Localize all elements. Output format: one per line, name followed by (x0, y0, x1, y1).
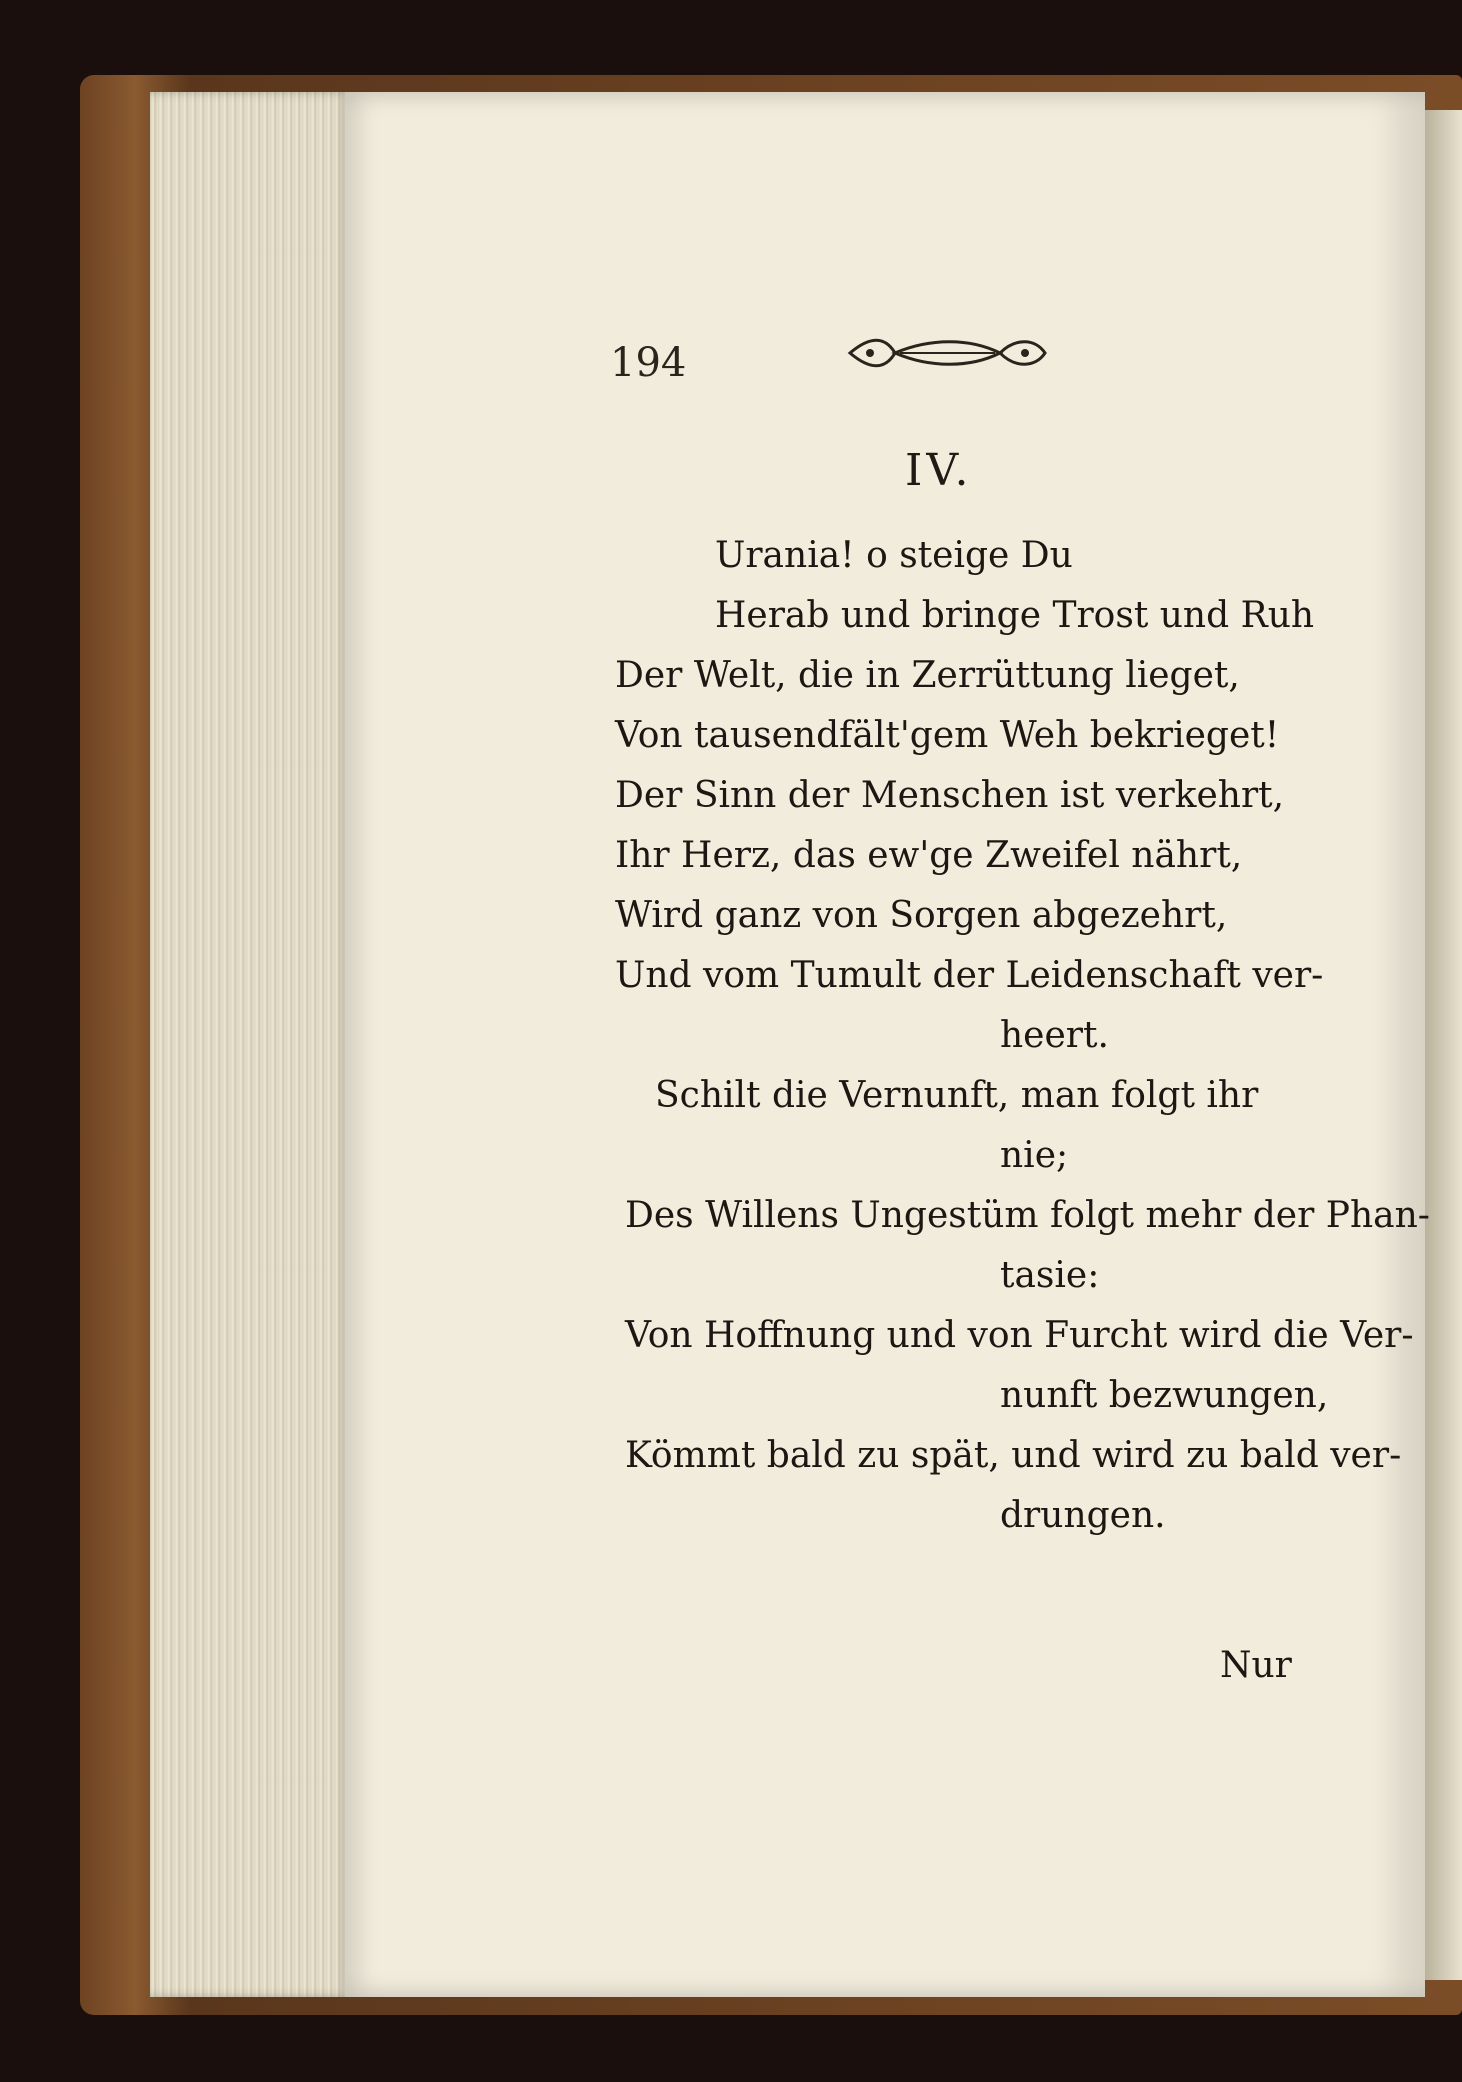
poem-line: drungen. (1000, 1495, 1166, 1536)
poem-line: Urania! o steige Du (715, 535, 1073, 576)
poem-line: nunft bezwungen, (1000, 1375, 1329, 1416)
poem-line: Und vom Tumult der Leidenschaft ver- (615, 955, 1324, 996)
poem-line: Herab und bringe Trost und Ruh (715, 595, 1315, 636)
poem-line: Von tausendfält'gem Weh bekrieget! (615, 715, 1280, 756)
poem-line: Wird ganz von Sorgen abgezehrt, (615, 895, 1228, 936)
page-number: 194 (610, 340, 687, 386)
poem-line: nie; (1000, 1135, 1069, 1176)
poem-line: Kömmt bald zu spät, und wird zu bald ver- (625, 1435, 1402, 1476)
catchword: Nur (1220, 1645, 1292, 1686)
decorative-ornament-icon (840, 328, 1055, 378)
poem-line: Schilt die Vernunft, man folgt ihr (655, 1075, 1259, 1116)
poem-line: Der Welt, die in Zerrüttung lieget, (615, 655, 1240, 696)
facing-page-edge (1425, 110, 1462, 1980)
poem-line: heert. (1000, 1015, 1109, 1056)
poem-line: Der Sinn der Menschen ist verkehrt, (615, 775, 1285, 816)
poem-line: tasie: (1000, 1255, 1100, 1296)
page-edges (150, 92, 350, 1997)
poem-line: Von Hoffnung und von Furcht wird die Ver- (625, 1315, 1414, 1356)
poem-line: Ihr Herz, das ew'ge Zweifel nährt, (615, 835, 1243, 876)
poem-line: Des Willens Ungestüm folgt mehr der Phan- (625, 1195, 1430, 1236)
section-title: IV. (905, 445, 973, 496)
